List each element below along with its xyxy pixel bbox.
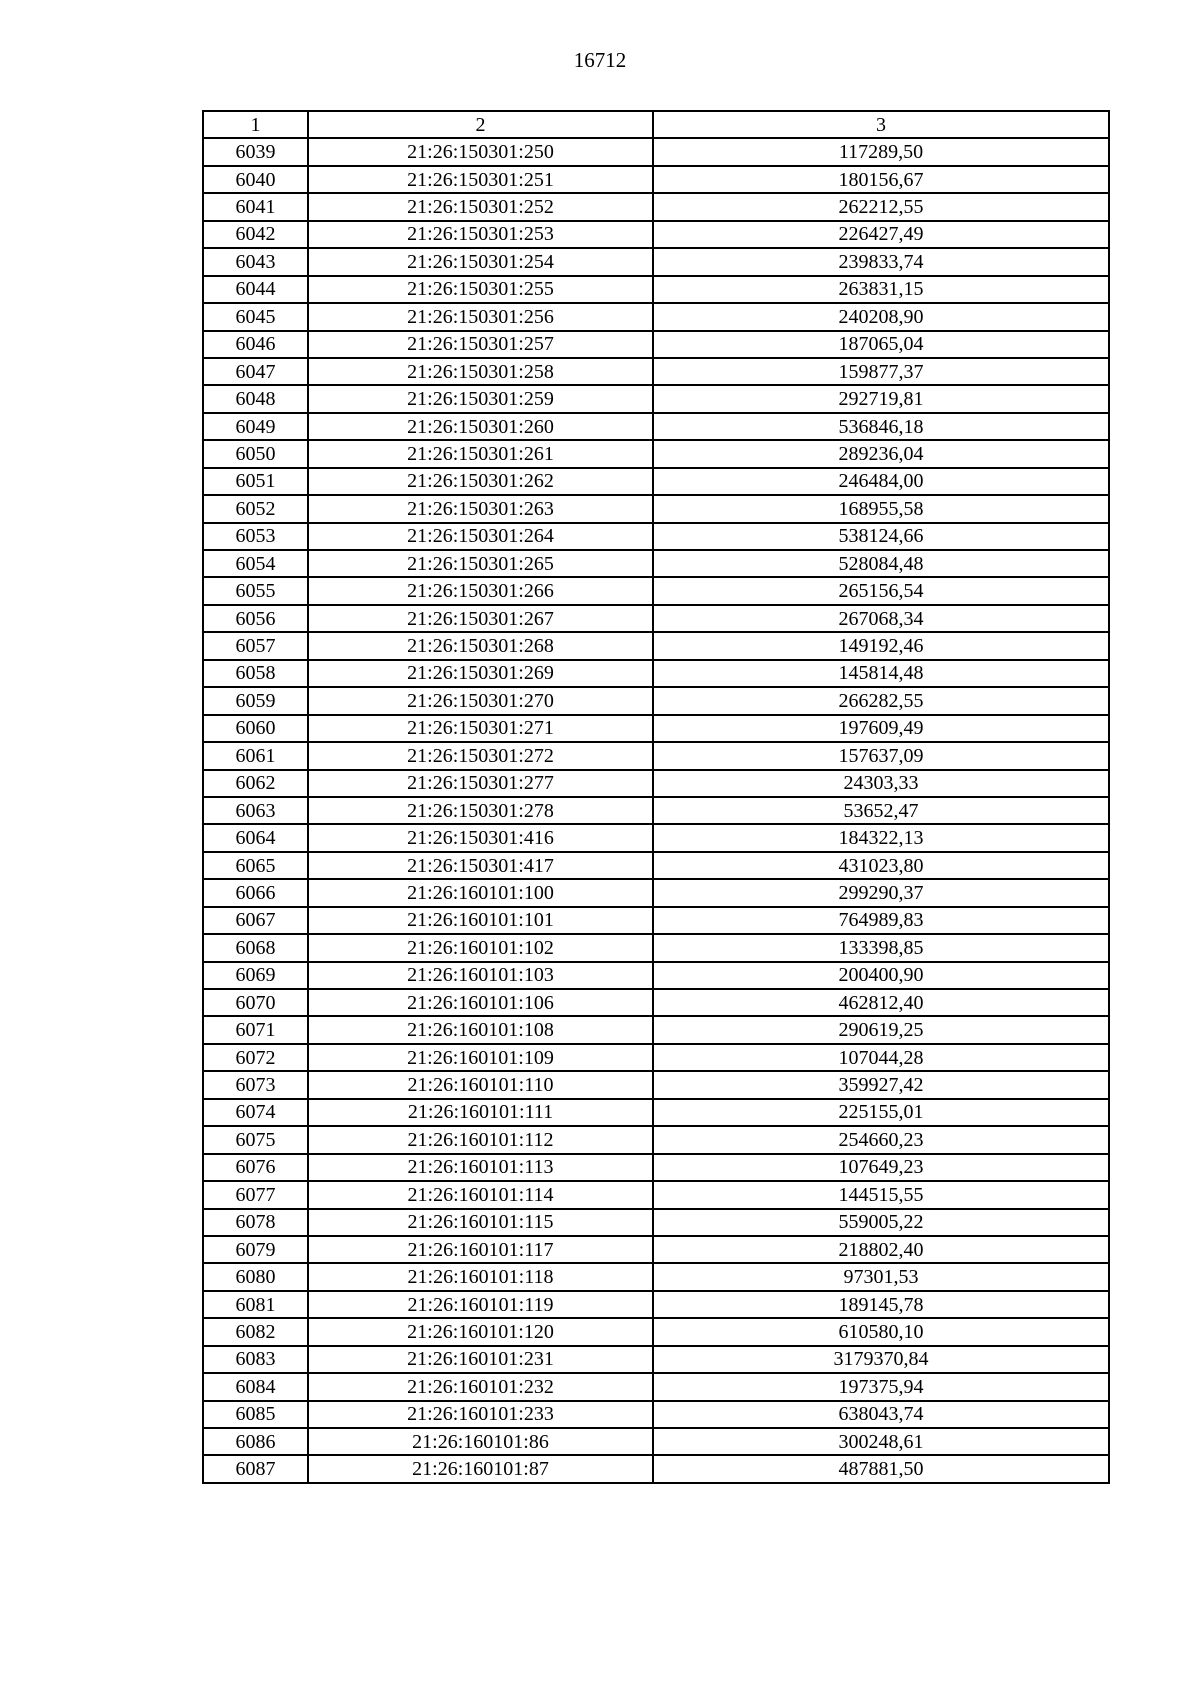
row-number-cell: 6067	[203, 907, 308, 934]
table-row	[203, 221, 1109, 248]
table-row	[203, 468, 1109, 495]
table-row	[203, 962, 1109, 989]
table-row	[203, 1016, 1109, 1043]
table-row	[203, 1236, 1109, 1263]
value-cell: 262212,55	[653, 193, 1109, 220]
value-cell: 263831,15	[653, 276, 1109, 303]
cadastral-number-cell: 21:26:150301:268	[308, 632, 653, 659]
row-number-cell: 6039	[203, 138, 308, 165]
value-cell: 218802,40	[653, 1236, 1109, 1263]
value-cell: 225155,01	[653, 1099, 1109, 1126]
cadastral-number-cell: 21:26:150301:258	[308, 358, 653, 385]
cadastral-number-cell: 21:26:150301:259	[308, 385, 653, 412]
cadastral-number-cell: 21:26:150301:278	[308, 797, 653, 824]
value-cell: 239833,74	[653, 248, 1109, 275]
value-cell: 292719,81	[653, 385, 1109, 412]
value-cell: 157637,09	[653, 742, 1109, 769]
row-number-cell: 6056	[203, 605, 308, 632]
value-cell: 300248,61	[653, 1428, 1109, 1455]
table-row	[203, 879, 1109, 906]
row-number-cell: 6079	[203, 1236, 308, 1263]
cadastral-number-cell: 21:26:150301:272	[308, 742, 653, 769]
table-row	[203, 577, 1109, 604]
cadastral-number-cell: 21:26:160101:120	[308, 1318, 653, 1345]
value-cell: 187065,04	[653, 331, 1109, 358]
row-number-cell: 6041	[203, 193, 308, 220]
cadastral-number-cell: 21:26:150301:255	[308, 276, 653, 303]
cadastral-number-cell: 21:26:160101:232	[308, 1373, 653, 1400]
row-number-cell: 6053	[203, 523, 308, 550]
row-number-cell: 6049	[203, 413, 308, 440]
value-cell: 53652,47	[653, 797, 1109, 824]
table-row	[203, 824, 1109, 851]
row-number-cell: 6051	[203, 468, 308, 495]
table-row	[203, 358, 1109, 385]
row-number-cell: 6076	[203, 1154, 308, 1181]
value-cell: 610580,10	[653, 1318, 1109, 1345]
table-row	[203, 989, 1109, 1016]
table-row	[203, 248, 1109, 275]
row-number-cell: 6086	[203, 1428, 308, 1455]
cadastral-number-cell: 21:26:160101:108	[308, 1016, 653, 1043]
table-row	[203, 605, 1109, 632]
table-row	[203, 1209, 1109, 1236]
table-header	[203, 111, 1109, 138]
table-row	[203, 1373, 1109, 1400]
table-row	[203, 1401, 1109, 1428]
table-row	[203, 687, 1109, 714]
data-table	[202, 110, 1110, 1484]
row-number-cell: 6063	[203, 797, 308, 824]
table-row	[203, 1099, 1109, 1126]
table-row	[203, 1181, 1109, 1208]
cadastral-number-cell: 21:26:160101:114	[308, 1181, 653, 1208]
cadastral-number-cell: 21:26:150301:269	[308, 660, 653, 687]
cadastral-number-cell: 21:26:150301:417	[308, 852, 653, 879]
cadastral-number-cell: 21:26:160101:109	[308, 1044, 653, 1071]
cadastral-number-cell: 21:26:150301:416	[308, 824, 653, 851]
row-number-cell: 6042	[203, 221, 308, 248]
row-number-cell: 6066	[203, 879, 308, 906]
row-number-cell: 6070	[203, 989, 308, 1016]
table-row	[203, 138, 1109, 165]
value-cell: 638043,74	[653, 1401, 1109, 1428]
value-cell: 487881,50	[653, 1455, 1109, 1482]
value-cell: 159877,37	[653, 358, 1109, 385]
cadastral-number-cell: 21:26:160101:106	[308, 989, 653, 1016]
row-number-cell: 6074	[203, 1099, 308, 1126]
cadastral-number-cell: 21:26:160101:87	[308, 1455, 653, 1482]
value-cell: 359927,42	[653, 1071, 1109, 1098]
value-cell: 299290,37	[653, 879, 1109, 906]
value-cell: 200400,90	[653, 962, 1109, 989]
cadastral-number-cell: 21:26:160101:119	[308, 1291, 653, 1318]
table-row	[203, 413, 1109, 440]
table-row	[203, 632, 1109, 659]
cadastral-number-cell: 21:26:160101:100	[308, 879, 653, 906]
table-row	[203, 660, 1109, 687]
table-row	[203, 770, 1109, 797]
table-row	[203, 440, 1109, 467]
row-number-cell: 6062	[203, 770, 308, 797]
cadastral-number-cell: 21:26:150301:267	[308, 605, 653, 632]
value-cell: 240208,90	[653, 303, 1109, 330]
row-number-cell: 6069	[203, 962, 308, 989]
row-number-cell: 6072	[203, 1044, 308, 1071]
table-row	[203, 385, 1109, 412]
table-row	[203, 907, 1109, 934]
row-number-cell: 6078	[203, 1209, 308, 1236]
cadastral-number-cell: 21:26:150301:270	[308, 687, 653, 714]
row-number-cell: 6075	[203, 1126, 308, 1153]
cadastral-number-cell: 21:26:150301:263	[308, 495, 653, 522]
value-cell: 144515,55	[653, 1181, 1109, 1208]
table-row	[203, 852, 1109, 879]
row-number-cell: 6081	[203, 1291, 308, 1318]
table-row	[203, 1291, 1109, 1318]
cadastral-number-cell: 21:26:150301:253	[308, 221, 653, 248]
cadastral-number-cell: 21:26:150301:257	[308, 331, 653, 358]
row-number-cell: 6052	[203, 495, 308, 522]
table-row	[203, 193, 1109, 220]
table-row	[203, 934, 1109, 961]
value-cell: 431023,80	[653, 852, 1109, 879]
column-header: 2	[308, 111, 653, 138]
value-cell: 267068,34	[653, 605, 1109, 632]
value-cell: 3179370,84	[653, 1346, 1109, 1373]
value-cell: 246484,00	[653, 468, 1109, 495]
cadastral-number-cell: 21:26:150301:251	[308, 166, 653, 193]
row-number-cell: 6085	[203, 1401, 308, 1428]
row-number-cell: 6064	[203, 824, 308, 851]
cadastral-number-cell: 21:26:150301:264	[308, 523, 653, 550]
cadastral-number-cell: 21:26:160101:115	[308, 1209, 653, 1236]
value-cell: 462812,40	[653, 989, 1109, 1016]
header-row	[203, 111, 1109, 138]
table-row	[203, 715, 1109, 742]
row-number-cell: 6061	[203, 742, 308, 769]
value-cell: 289236,04	[653, 440, 1109, 467]
table-row	[203, 1318, 1109, 1345]
row-number-cell: 6054	[203, 550, 308, 577]
row-number-cell: 6058	[203, 660, 308, 687]
value-cell: 24303,33	[653, 770, 1109, 797]
value-cell: 133398,85	[653, 934, 1109, 961]
value-cell: 189145,78	[653, 1291, 1109, 1318]
row-number-cell: 6065	[203, 852, 308, 879]
row-number-cell: 6055	[203, 577, 308, 604]
value-cell: 107649,23	[653, 1154, 1109, 1181]
table-row	[203, 1071, 1109, 1098]
value-cell: 107044,28	[653, 1044, 1109, 1071]
cadastral-number-cell: 21:26:160101:112	[308, 1126, 653, 1153]
row-number-cell: 6043	[203, 248, 308, 275]
row-number-cell: 6047	[203, 358, 308, 385]
cadastral-number-cell: 21:26:160101:102	[308, 934, 653, 961]
row-number-cell: 6087	[203, 1455, 308, 1482]
table-row	[203, 276, 1109, 303]
cadastral-number-cell: 21:26:160101:233	[308, 1401, 653, 1428]
value-cell: 290619,25	[653, 1016, 1109, 1043]
cadastral-number-cell: 21:26:160101:231	[308, 1346, 653, 1373]
table-row	[203, 495, 1109, 522]
value-cell: 197609,49	[653, 715, 1109, 742]
cadastral-number-cell: 21:26:150301:250	[308, 138, 653, 165]
cadastral-number-cell: 21:26:150301:260	[308, 413, 653, 440]
row-number-cell: 6044	[203, 276, 308, 303]
cadastral-number-cell: 21:26:150301:266	[308, 577, 653, 604]
cadastral-number-cell: 21:26:150301:277	[308, 770, 653, 797]
row-number-cell: 6077	[203, 1181, 308, 1208]
cadastral-number-cell: 21:26:150301:256	[308, 303, 653, 330]
value-cell: 226427,49	[653, 221, 1109, 248]
value-cell: 528084,48	[653, 550, 1109, 577]
page-number: 16712	[573, 48, 627, 72]
row-number-cell: 6050	[203, 440, 308, 467]
cadastral-number-cell: 21:26:150301:252	[308, 193, 653, 220]
cadastral-number-cell: 21:26:160101:118	[308, 1263, 653, 1290]
column-header: 1	[203, 111, 308, 138]
row-number-cell: 6057	[203, 632, 308, 659]
row-number-cell: 6084	[203, 1373, 308, 1400]
value-cell: 184322,13	[653, 824, 1109, 851]
table-row	[203, 523, 1109, 550]
row-number-cell: 6071	[203, 1016, 308, 1043]
table-row	[203, 1428, 1109, 1455]
row-number-cell: 6040	[203, 166, 308, 193]
row-number-cell: 6083	[203, 1346, 308, 1373]
row-number-cell: 6048	[203, 385, 308, 412]
table-row	[203, 550, 1109, 577]
row-number-cell: 6073	[203, 1071, 308, 1098]
value-cell: 97301,53	[653, 1263, 1109, 1290]
table-row	[203, 1154, 1109, 1181]
row-number-cell: 6045	[203, 303, 308, 330]
row-number-cell: 6059	[203, 687, 308, 714]
cadastral-number-cell: 21:26:160101:117	[308, 1236, 653, 1263]
cadastral-number-cell: 21:26:150301:254	[308, 248, 653, 275]
table-row	[203, 1455, 1109, 1482]
value-cell: 197375,94	[653, 1373, 1109, 1400]
cadastral-number-cell: 21:26:160101:103	[308, 962, 653, 989]
value-cell: 538124,66	[653, 523, 1109, 550]
cadastral-number-cell: 21:26:160101:113	[308, 1154, 653, 1181]
table-row	[203, 303, 1109, 330]
value-cell: 254660,23	[653, 1126, 1109, 1153]
value-cell: 265156,54	[653, 577, 1109, 604]
value-cell: 180156,67	[653, 166, 1109, 193]
cadastral-number-cell: 21:26:150301:261	[308, 440, 653, 467]
value-cell: 266282,55	[653, 687, 1109, 714]
value-cell: 145814,48	[653, 660, 1109, 687]
table-row	[203, 1126, 1109, 1153]
table-row	[203, 166, 1109, 193]
value-cell: 117289,50	[653, 138, 1109, 165]
table-row	[203, 1263, 1109, 1290]
cadastral-number-cell: 21:26:160101:111	[308, 1099, 653, 1126]
cadastral-number-cell: 21:26:150301:265	[308, 550, 653, 577]
cadastral-number-cell: 21:26:150301:271	[308, 715, 653, 742]
row-number-cell: 6082	[203, 1318, 308, 1345]
table-row	[203, 797, 1109, 824]
cadastral-number-cell: 21:26:150301:262	[308, 468, 653, 495]
table-row	[203, 742, 1109, 769]
table-row	[203, 1044, 1109, 1071]
table-row	[203, 331, 1109, 358]
row-number-cell: 6060	[203, 715, 308, 742]
row-number-cell: 6046	[203, 331, 308, 358]
table-row	[203, 1346, 1109, 1373]
value-cell: 536846,18	[653, 413, 1109, 440]
column-header: 3	[653, 111, 1109, 138]
row-number-cell: 6080	[203, 1263, 308, 1290]
value-cell: 559005,22	[653, 1209, 1109, 1236]
cadastral-number-cell: 21:26:160101:101	[308, 907, 653, 934]
value-cell: 764989,83	[653, 907, 1109, 934]
value-cell: 149192,46	[653, 632, 1109, 659]
value-cell: 168955,58	[653, 495, 1109, 522]
table-body	[203, 138, 1109, 1482]
cadastral-number-cell: 21:26:160101:86	[308, 1428, 653, 1455]
cadastral-number-cell: 21:26:160101:110	[308, 1071, 653, 1098]
row-number-cell: 6068	[203, 934, 308, 961]
